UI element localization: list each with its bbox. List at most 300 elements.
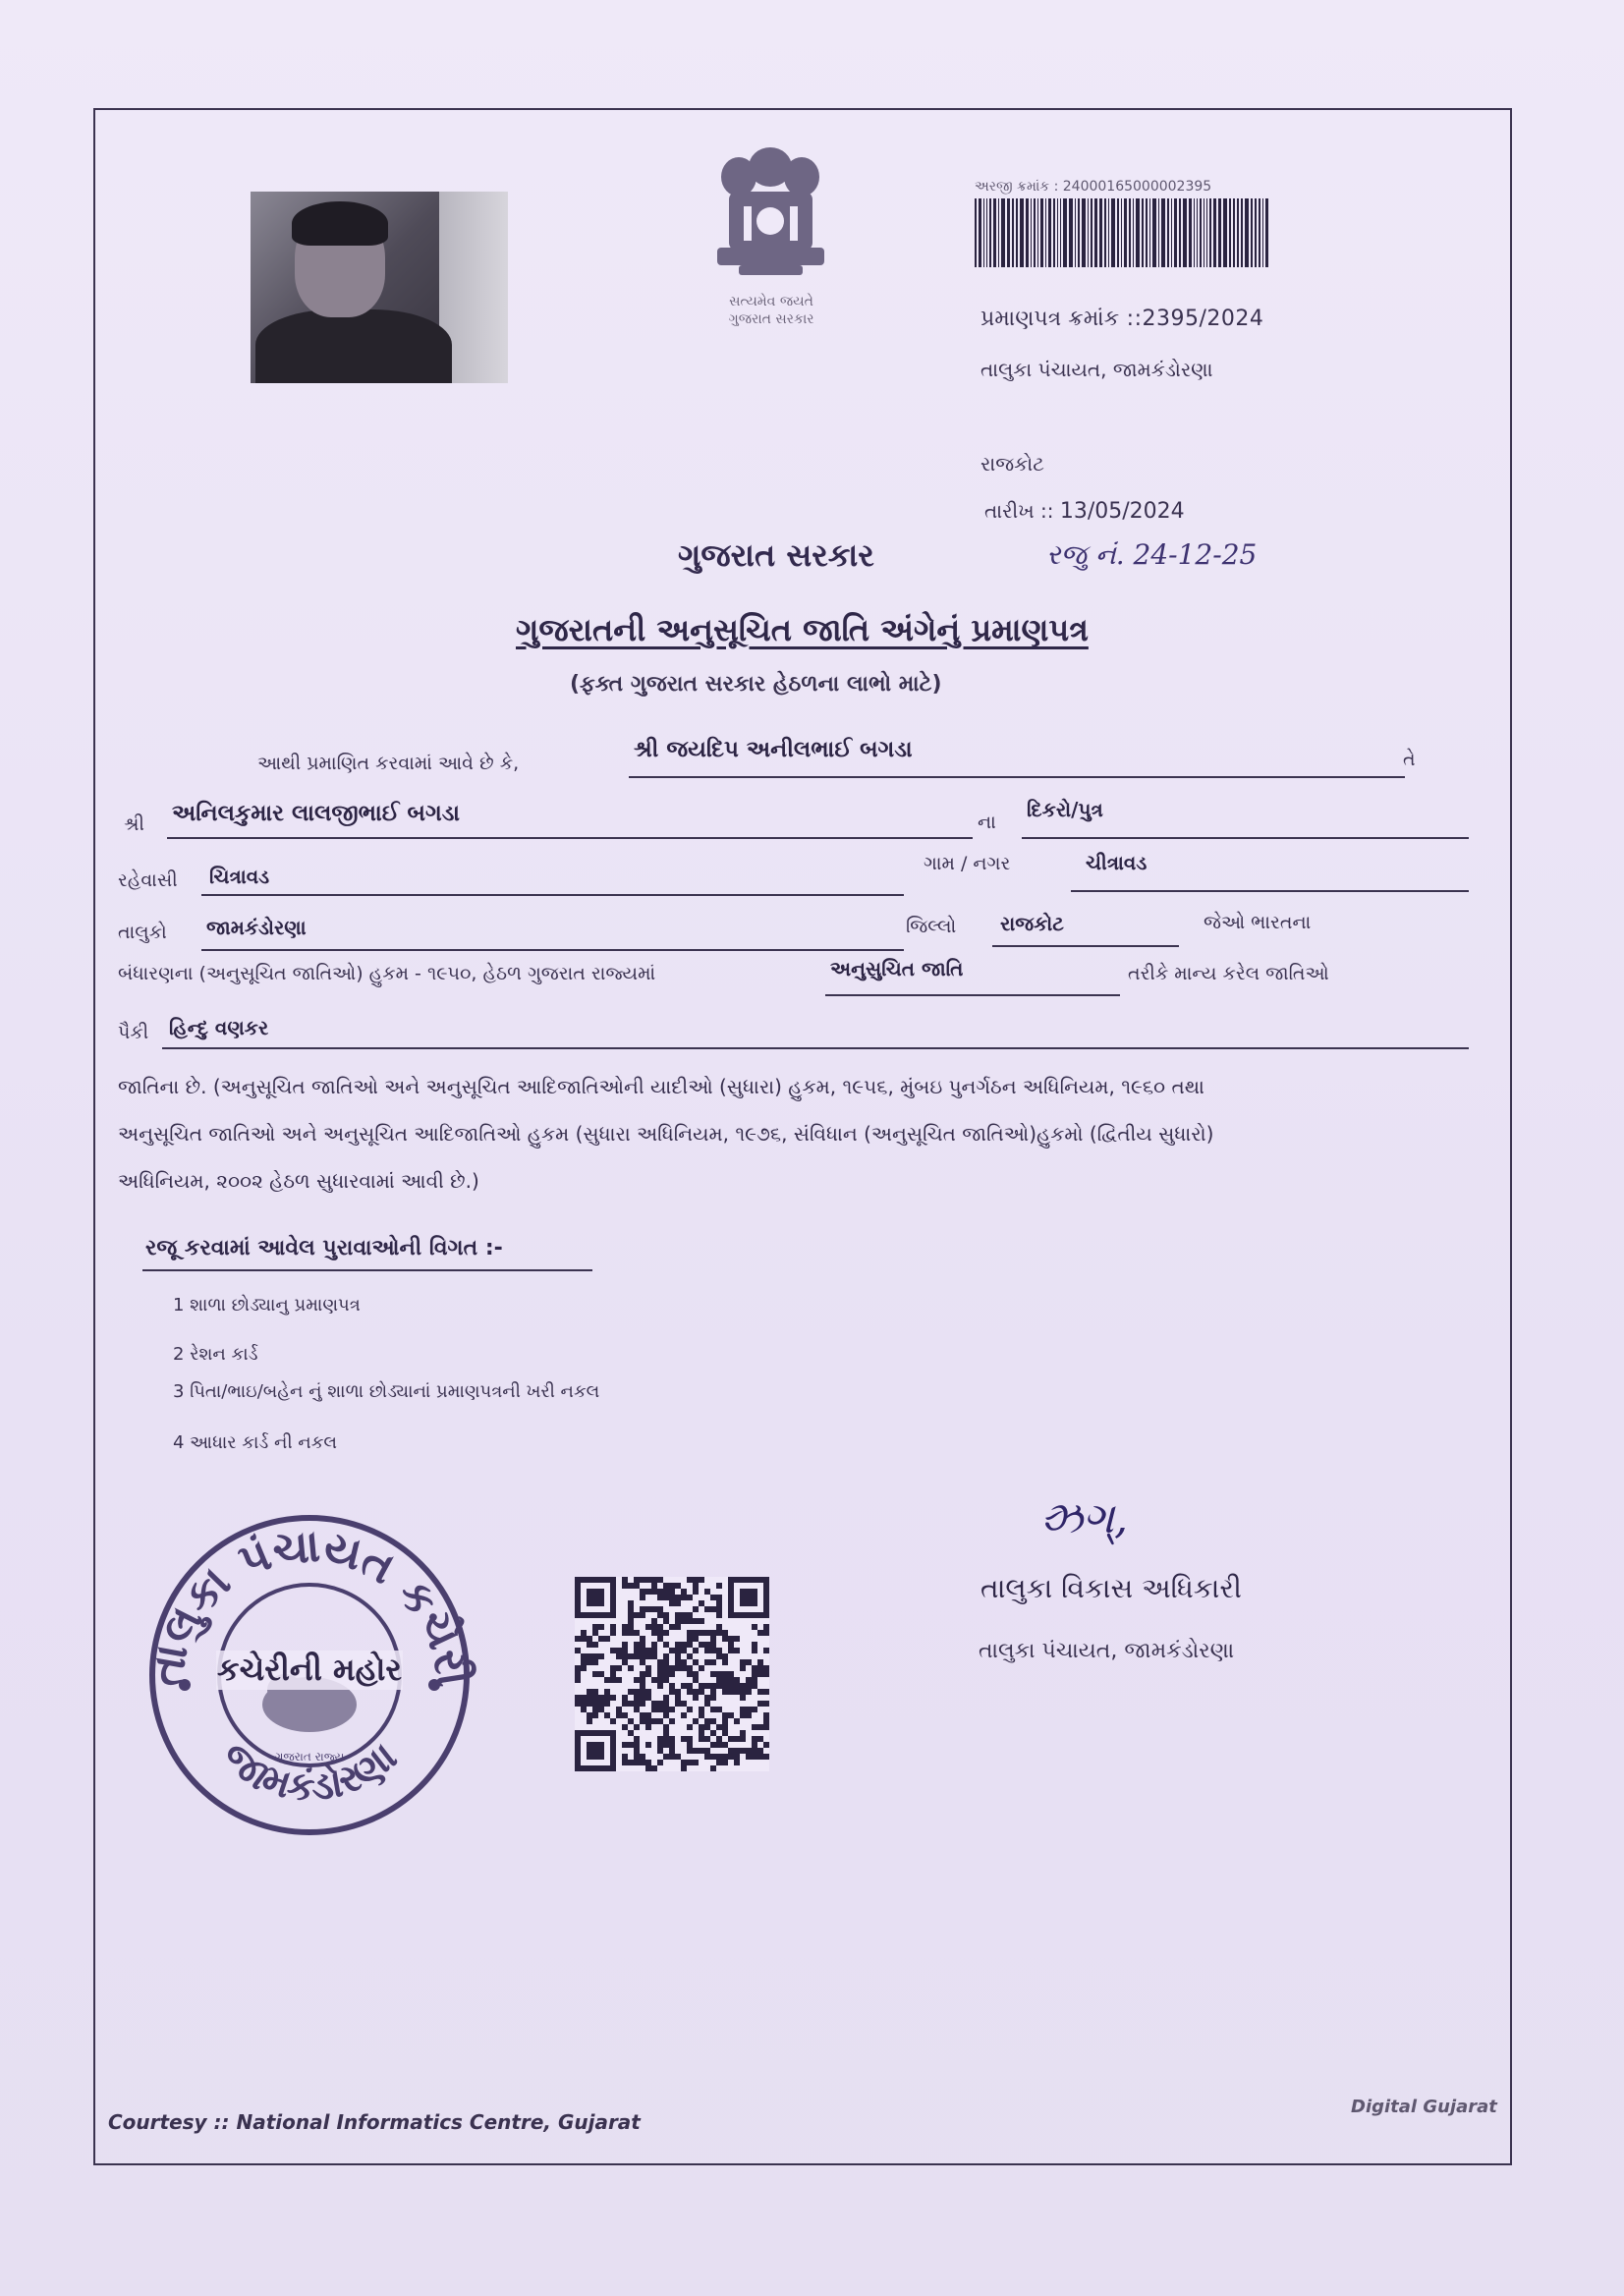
barcode-bar (1245, 198, 1249, 267)
qr-module (592, 1689, 598, 1695)
qr-module (669, 1736, 675, 1742)
qr-module (704, 1748, 710, 1754)
qr-module (657, 1659, 663, 1665)
qr-module (722, 1630, 728, 1636)
legal-paragraph-line: અધિનિયમ, ૨૦૦૨ હેઠળ સુધારવામાં આવી છે.) (118, 1169, 479, 1193)
qr-module (740, 1659, 746, 1665)
qr-module (746, 1683, 752, 1689)
qr-module (657, 1760, 663, 1765)
applicant-photo (251, 192, 508, 383)
qr-module (592, 1624, 598, 1630)
evidence-item: 2 રેશન કાર્ડ (173, 1344, 258, 1365)
qr-module (681, 1612, 687, 1618)
qr-module (634, 1742, 640, 1748)
qr-module (752, 1742, 757, 1748)
qr-module (657, 1736, 663, 1742)
qr-module (622, 1577, 628, 1583)
qr-module (640, 1653, 645, 1659)
barcode-bar (1233, 198, 1235, 267)
qr-module (710, 1636, 716, 1642)
qr-module (716, 1583, 722, 1589)
barcode-bar (1053, 198, 1055, 267)
barcode-bar (1133, 198, 1134, 267)
legal-paragraph-line: અનુસૂચિત જાતિઓ અને અનુસૂચિત આદિજાતિઓ હુકમ (સુધારા અધિનિયમ, ૧૯૭૬, સંવિધાન (અનુસૂચિત જાતિઓ)હુકમો (દ્વિતીય સુધારો) (118, 1122, 1214, 1146)
qr-module (710, 1671, 716, 1677)
barcode-bar (1040, 198, 1043, 267)
qr-module (716, 1671, 722, 1677)
qr-module (645, 1624, 651, 1630)
qr-module (704, 1718, 710, 1724)
qr-module (634, 1689, 640, 1695)
qr-module (651, 1765, 657, 1771)
qr-module (699, 1707, 704, 1712)
qr-module (663, 1742, 669, 1748)
qr-module (704, 1724, 710, 1730)
qr-module (645, 1671, 651, 1677)
qr-module (757, 1736, 763, 1742)
qr-module (722, 1683, 728, 1689)
qr-module (651, 1577, 657, 1583)
barcode-bar (1251, 198, 1253, 267)
qr-module (622, 1695, 628, 1701)
qr-module (687, 1724, 693, 1730)
qr-module (628, 1606, 634, 1612)
qr-module (616, 1712, 622, 1718)
qr-module (669, 1648, 675, 1653)
underline (1022, 837, 1469, 839)
qr-module (640, 1754, 645, 1760)
evidence-item: 4 આધાર કાર્ડ ની નકલ (173, 1432, 338, 1453)
qr-module (728, 1748, 734, 1754)
qr-module (598, 1695, 604, 1701)
underline (167, 837, 973, 839)
qr-module (581, 1653, 587, 1659)
officer-office: તાલુકા પંચાયત, જામકંડોરણા (979, 1639, 1235, 1663)
qr-module (575, 1677, 581, 1683)
issuing-office: તાલુકા પંચાયત, જામકંડોરણા (980, 358, 1213, 381)
qr-module (663, 1642, 669, 1648)
qr-module (740, 1665, 746, 1671)
qr-module (657, 1748, 663, 1754)
qr-module (693, 1618, 699, 1624)
qr-module (757, 1748, 763, 1754)
resident-label: રહેવાસી (118, 869, 178, 891)
qr-module (616, 1653, 622, 1659)
qr-module (693, 1718, 699, 1724)
qr-module (710, 1683, 716, 1689)
qr-module (710, 1689, 716, 1695)
qr-module (722, 1724, 728, 1730)
qr-module (746, 1677, 752, 1683)
qr-module (687, 1636, 693, 1642)
qr-module (663, 1671, 669, 1677)
qr-module (610, 1624, 616, 1630)
qr-module (681, 1701, 687, 1707)
qr-module (699, 1748, 704, 1754)
qr-module (640, 1577, 645, 1583)
qr-module (675, 1583, 681, 1589)
qr-module (687, 1577, 693, 1583)
barcode-bar (1183, 198, 1187, 267)
qr-module (640, 1642, 645, 1648)
qr-module (663, 1712, 669, 1718)
qr-module (592, 1653, 598, 1659)
qr-module (728, 1689, 734, 1695)
qr-module (757, 1671, 763, 1677)
barcode-bar (1031, 198, 1032, 267)
india-text: જેઓ ભારતના (1204, 912, 1312, 933)
qr-module (634, 1648, 640, 1653)
qr-module (675, 1701, 681, 1707)
qr-module (763, 1689, 769, 1695)
qr-module (728, 1712, 734, 1718)
qr-module (728, 1636, 734, 1642)
qr-module (681, 1736, 687, 1742)
barcode-bar (1206, 198, 1207, 267)
recognized-text: તરીકે માન્ય કરેલ જાતિઓ (1128, 963, 1329, 984)
qr-module (651, 1642, 657, 1648)
qr-module (604, 1712, 610, 1718)
qr-module (681, 1765, 687, 1771)
qr-module (687, 1653, 693, 1659)
officer-signature: ઝ્રગ્, (1041, 1493, 1129, 1543)
qr-module (699, 1689, 704, 1695)
qr-module (734, 1683, 740, 1689)
qr-module (645, 1606, 651, 1612)
qr-module (716, 1630, 722, 1636)
qr-module (681, 1648, 687, 1653)
emblem-caption (688, 293, 855, 328)
qr-module (587, 1689, 592, 1695)
qr-module (734, 1636, 740, 1642)
qr-module (710, 1595, 716, 1600)
qr-module (634, 1577, 640, 1583)
qr-module (716, 1595, 722, 1600)
qr-module (693, 1677, 699, 1683)
qr-module (710, 1630, 716, 1636)
barcode-bar (1108, 198, 1109, 267)
qr-module (657, 1595, 663, 1600)
qr-module (610, 1665, 616, 1671)
qr-module (610, 1677, 616, 1683)
qr-module (645, 1742, 651, 1748)
qr-module (634, 1630, 640, 1636)
barcode-bar (986, 198, 987, 267)
qr-module (763, 1671, 769, 1677)
qr-module (740, 1712, 746, 1718)
barcode-bar (1146, 198, 1148, 267)
qr-module (598, 1636, 604, 1642)
qr-module (628, 1624, 634, 1630)
qr-module (710, 1718, 716, 1724)
barcode (975, 198, 1281, 267)
qr-module (640, 1612, 645, 1618)
qr-module (634, 1583, 640, 1589)
qr-module (657, 1671, 663, 1677)
qr-module (575, 1665, 581, 1671)
barcode-bar (1082, 198, 1086, 267)
qr-module (681, 1665, 687, 1671)
handwritten-date: રજુ નં. 24-12-25 (1046, 538, 1258, 571)
qr-module (728, 1648, 734, 1653)
barcode-bar (1213, 198, 1216, 267)
barcode-bar (1037, 198, 1038, 267)
underline (201, 949, 904, 951)
qr-code (575, 1577, 769, 1771)
qr-module (657, 1606, 663, 1612)
qr-module (622, 1583, 628, 1589)
qr-module (622, 1712, 628, 1718)
qr-module (734, 1754, 740, 1760)
qr-module (628, 1630, 634, 1636)
qr-module (763, 1718, 769, 1724)
barcode-bar (1223, 198, 1227, 267)
barcode-bar (1069, 198, 1073, 267)
qr-module (669, 1742, 675, 1748)
qr-module (722, 1636, 728, 1642)
barcode-bar (989, 198, 991, 267)
qr-module (716, 1612, 722, 1618)
qr-module (710, 1659, 716, 1665)
qr-module (651, 1677, 657, 1683)
legal-paragraph (118, 1063, 1474, 1204)
qr-module (663, 1695, 669, 1701)
qr-module (699, 1577, 704, 1583)
underline (201, 894, 904, 896)
qr-module (634, 1642, 640, 1648)
barcode-bar (1111, 198, 1115, 267)
qr-module (657, 1577, 663, 1583)
qr-module (693, 1630, 699, 1636)
qr-module (657, 1683, 663, 1689)
qr-module (693, 1577, 699, 1583)
category-value: અનુસુચિત જાતિ (830, 957, 964, 980)
shri-label: શ્રી (124, 813, 144, 835)
qr-module (740, 1683, 746, 1689)
qr-module (740, 1589, 757, 1606)
barcode-bar (1124, 198, 1127, 267)
barcode-bar (983, 198, 984, 267)
qr-module (622, 1760, 628, 1765)
qr-module (687, 1665, 693, 1671)
qr-module (587, 1659, 592, 1665)
qr-module (587, 1701, 592, 1707)
qr-module (581, 1665, 587, 1671)
qr-module (728, 1754, 734, 1760)
qr-module (740, 1695, 746, 1701)
among-label: પૈકી (118, 1022, 149, 1043)
qr-module (657, 1630, 663, 1636)
qr-module (645, 1648, 651, 1653)
qr-module (628, 1689, 634, 1695)
qr-module (763, 1754, 769, 1760)
qr-module (710, 1754, 716, 1760)
barcode-bar (1088, 198, 1089, 267)
qr-module (728, 1642, 734, 1648)
photo-hair (292, 201, 388, 246)
qr-module (628, 1701, 634, 1707)
qr-module (757, 1630, 763, 1636)
qr-module (710, 1765, 716, 1771)
barcode-bar (1174, 198, 1177, 267)
barcode-bar (1060, 198, 1061, 267)
qr-module (716, 1600, 722, 1606)
barcode-bar (1179, 198, 1181, 267)
qr-module (663, 1612, 669, 1618)
qr-module (704, 1648, 710, 1653)
qr-module (622, 1754, 628, 1760)
certificate-title: ગુજરાતની અનુસૂચિત જાતિ અંગેનું પ્રમાણપત્ર (516, 611, 1089, 648)
qr-module (640, 1595, 645, 1600)
qr-module (693, 1671, 699, 1677)
qr-module (681, 1683, 687, 1689)
father-name: અનિલકુમાર લાલજીભાઈ બગડા (172, 801, 461, 826)
qr-module (704, 1630, 710, 1636)
qr-module (616, 1648, 622, 1653)
barcode-bar (1171, 198, 1172, 267)
qr-module (669, 1671, 675, 1677)
qr-module (651, 1707, 657, 1712)
underline (825, 994, 1120, 996)
qr-module (675, 1653, 681, 1659)
qr-module (645, 1724, 651, 1730)
qr-module (657, 1665, 663, 1671)
qr-module (687, 1760, 693, 1765)
qr-module (752, 1671, 757, 1677)
qr-module (669, 1748, 675, 1754)
qr-module (740, 1748, 746, 1754)
barcode-bar (1078, 198, 1080, 267)
qr-module (645, 1689, 651, 1695)
qr-module (699, 1730, 704, 1736)
qr-module (628, 1742, 634, 1748)
qr-module (622, 1742, 628, 1748)
qr-module (687, 1612, 693, 1618)
qr-module (669, 1683, 675, 1689)
issue-date-value: 13/05/2024 (1059, 499, 1185, 524)
barcode-bar (1197, 198, 1198, 267)
qr-module (604, 1689, 610, 1695)
qr-module (675, 1618, 681, 1624)
qr-module (693, 1659, 699, 1665)
qr-module (716, 1754, 722, 1760)
qr-module (669, 1624, 675, 1630)
qr-module (669, 1595, 675, 1600)
barcode-bar (1099, 198, 1102, 267)
underline (142, 1269, 592, 1271)
qr-module (722, 1689, 728, 1695)
te-text: તે (1403, 749, 1416, 770)
seal-center-text: કચેરીની મહોર (217, 1651, 402, 1688)
barcode-bar (1158, 198, 1159, 267)
qr-module (651, 1624, 657, 1630)
qr-module (669, 1600, 675, 1606)
underline (629, 776, 1405, 778)
qr-module (704, 1589, 710, 1595)
qr-module (598, 1707, 604, 1712)
qr-module (587, 1718, 592, 1724)
qr-module (657, 1624, 663, 1630)
qr-module (710, 1707, 716, 1712)
resident-value: ચિત્રાવડ (209, 865, 270, 888)
qr-module (640, 1589, 645, 1595)
qr-module (616, 1707, 622, 1712)
qr-module (651, 1718, 657, 1724)
seal-top-text: તાલુકા પંચાયત કચેરી (138, 1518, 480, 1690)
qr-module (645, 1577, 651, 1583)
qr-module (575, 1671, 581, 1677)
qr-module (581, 1707, 587, 1712)
barcode-bar (1094, 198, 1097, 267)
qr-module (693, 1589, 699, 1595)
qr-module (752, 1665, 757, 1671)
qr-module (663, 1736, 669, 1742)
qr-module (634, 1760, 640, 1765)
qr-module (693, 1695, 699, 1701)
qr-module (675, 1642, 681, 1648)
office-seal (138, 1503, 481, 1847)
qr-module (763, 1648, 769, 1653)
qr-module (651, 1648, 657, 1653)
qr-module (640, 1636, 645, 1642)
qr-module (699, 1736, 704, 1742)
barcode-bar (1063, 198, 1067, 267)
barcode-bar (1129, 198, 1131, 267)
qr-module (693, 1636, 699, 1642)
qr-module (752, 1677, 757, 1683)
qr-module (746, 1712, 752, 1718)
qr-module (687, 1595, 693, 1600)
qr-module (734, 1748, 740, 1754)
qr-module (616, 1677, 622, 1683)
qr-module (687, 1630, 693, 1636)
qr-module (587, 1653, 592, 1659)
qr-module (687, 1618, 693, 1624)
qr-module (746, 1689, 752, 1695)
qr-module (757, 1724, 763, 1730)
photo-shoulders (255, 309, 452, 383)
qr-module (669, 1665, 675, 1671)
qr-module (640, 1677, 645, 1683)
underline (992, 945, 1179, 947)
qr-module (716, 1683, 722, 1689)
qr-module (634, 1677, 640, 1683)
barcode-bar (1209, 198, 1211, 267)
qr-module (704, 1606, 710, 1612)
qr-module (628, 1612, 634, 1618)
qr-module (693, 1689, 699, 1695)
qr-module (763, 1630, 769, 1636)
barcode-bar (998, 198, 999, 267)
village-value: ચીત્રાવડ (1086, 851, 1148, 874)
qr-module (628, 1665, 634, 1671)
qr-module (734, 1677, 740, 1683)
qr-module (693, 1760, 699, 1765)
qr-module (763, 1724, 769, 1730)
qr-module (693, 1606, 699, 1612)
qr-module (581, 1701, 587, 1707)
district-value: રાજકોટ (1000, 912, 1064, 935)
qr-module (645, 1653, 651, 1659)
qr-module (640, 1648, 645, 1653)
qr-module (710, 1695, 716, 1701)
qr-module (746, 1707, 752, 1712)
qr-module (734, 1760, 740, 1765)
qr-module (675, 1624, 681, 1630)
qr-module (634, 1748, 640, 1754)
qr-module (722, 1754, 728, 1760)
barcode-bar (1255, 198, 1257, 267)
